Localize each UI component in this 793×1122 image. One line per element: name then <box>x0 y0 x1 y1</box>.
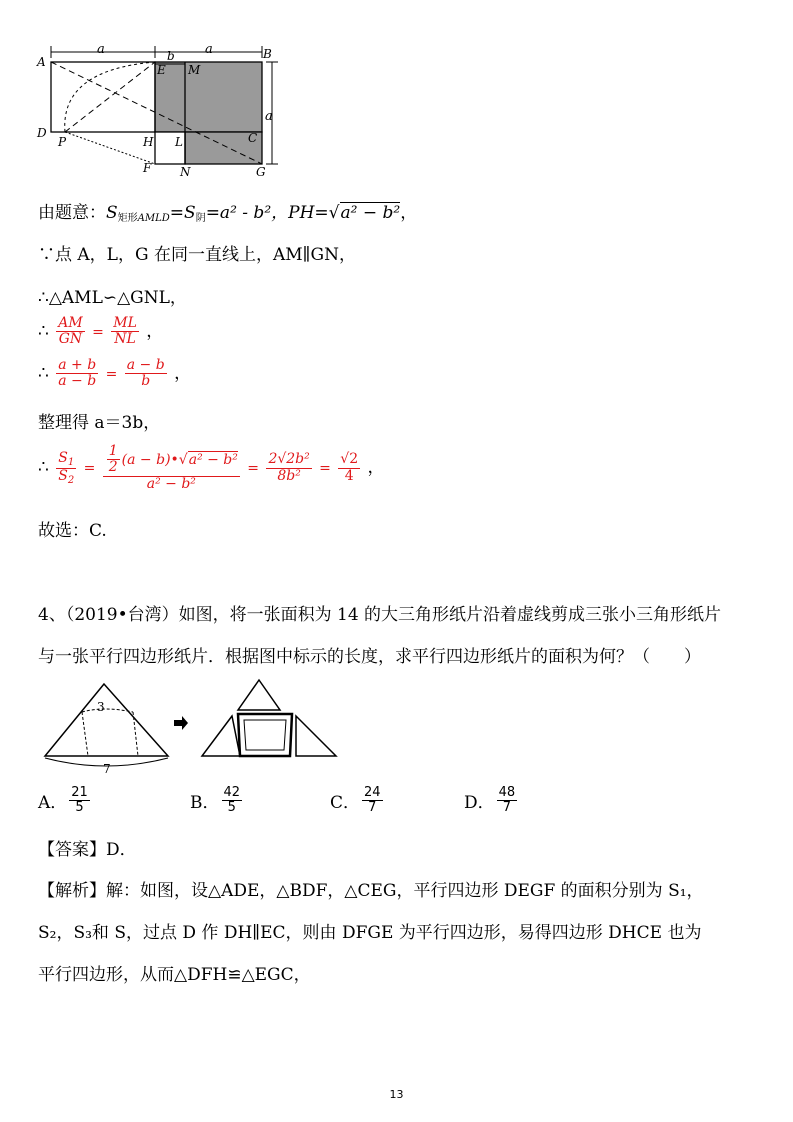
analysis-line-3: 平行四边形，从而△DFH≌△EGC， <box>38 965 311 985</box>
svg-text:a: a <box>97 42 105 57</box>
svg-text:P: P <box>58 135 67 149</box>
svg-text:E: E <box>157 63 166 77</box>
page-number: 13 <box>389 1088 404 1101</box>
svg-text:G: G <box>256 165 266 179</box>
svg-text:7: 7 <box>103 762 111 776</box>
figure-triangle-cut <box>40 676 340 776</box>
question4-line-1: 4、（2019•台湾）如图，将一张面积为 14 的大三角形纸片沿着虚线剪成三张小三角形纸片 <box>38 605 722 625</box>
option-c[interactable]: C． $\frac{24}{7}$ <box>330 785 381 816</box>
solution-line-5: ∴ $\frac{a + b}{a - b}$ = $\frac{a - b}{b}$ ， <box>38 357 192 390</box>
option-b[interactable]: B． $\frac{42}{5}$ <box>190 785 241 816</box>
solution-line-3: ∴△AML∽△GNL， <box>38 288 187 308</box>
solution-line-7: ∴ $\frac{S_1}{S_2}$ = $\frac{1}{2}$ (a − b)•√a² − b² a² − b² = $\frac{\text{2√2b²}}{\text{8b²}}$ = $\frac{√2}{4}$ ， <box>38 443 385 492</box>
svg-text:b: b <box>167 49 175 63</box>
svg-text:N: N <box>180 165 191 179</box>
svg-text:H: H <box>143 135 154 149</box>
solution-answer: 故选：C. <box>38 521 107 541</box>
option-d[interactable]: D． $\frac{48}{7}$ <box>464 785 516 816</box>
svg-text:a: a <box>205 42 213 57</box>
svg-text:3: 3 <box>97 700 105 714</box>
analysis-line-2: S₂，S₃和 S，过点 D 作 DH∥EC，则由 DFGE 为平行四边形，易得四边形 DHCE 也为 <box>38 923 702 943</box>
question4-line-2: 与一张平行四边形纸片．根据图中标示的长度，求平行四边形纸片的面积为何？（ ） <box>38 647 701 667</box>
svg-text:B: B <box>263 47 272 61</box>
svg-text:C: C <box>248 131 258 145</box>
svg-text:M: M <box>188 63 201 77</box>
analysis-line-1: 【解析】解：如图，设△ADE，△BDF，△CEG，平行四边形 DEGF 的面积分别为 S₁， <box>38 881 704 901</box>
solution-line-2: ∵点 A，L，G 在同一直线上，AM∥GN， <box>38 245 356 265</box>
figure-rectangle-diagram <box>30 40 290 180</box>
shaded-region-top <box>155 62 262 132</box>
svg-text:A: A <box>37 55 46 69</box>
option-a[interactable]: A． $\frac{21}{5}$ <box>38 785 88 816</box>
solution-line-6: 整理得 a＝3b， <box>38 413 161 433</box>
arrow-icon <box>174 716 188 730</box>
svg-text:D: D <box>37 126 47 140</box>
svg-text:L: L <box>175 135 183 149</box>
answer-line: 【答案】D． <box>38 840 137 860</box>
svg-text:a: a <box>265 109 273 124</box>
svg-text:F: F <box>143 161 152 175</box>
solution-line-4: ∴ $\frac{AM}{GN}$ = $\frac{ML}{NL}$ ， <box>38 315 164 348</box>
solution-line-1: 由题意：$S_{矩形AMLD}=S_阴=a^2 - b^2$，PH=√a² − b²， <box>38 203 418 224</box>
